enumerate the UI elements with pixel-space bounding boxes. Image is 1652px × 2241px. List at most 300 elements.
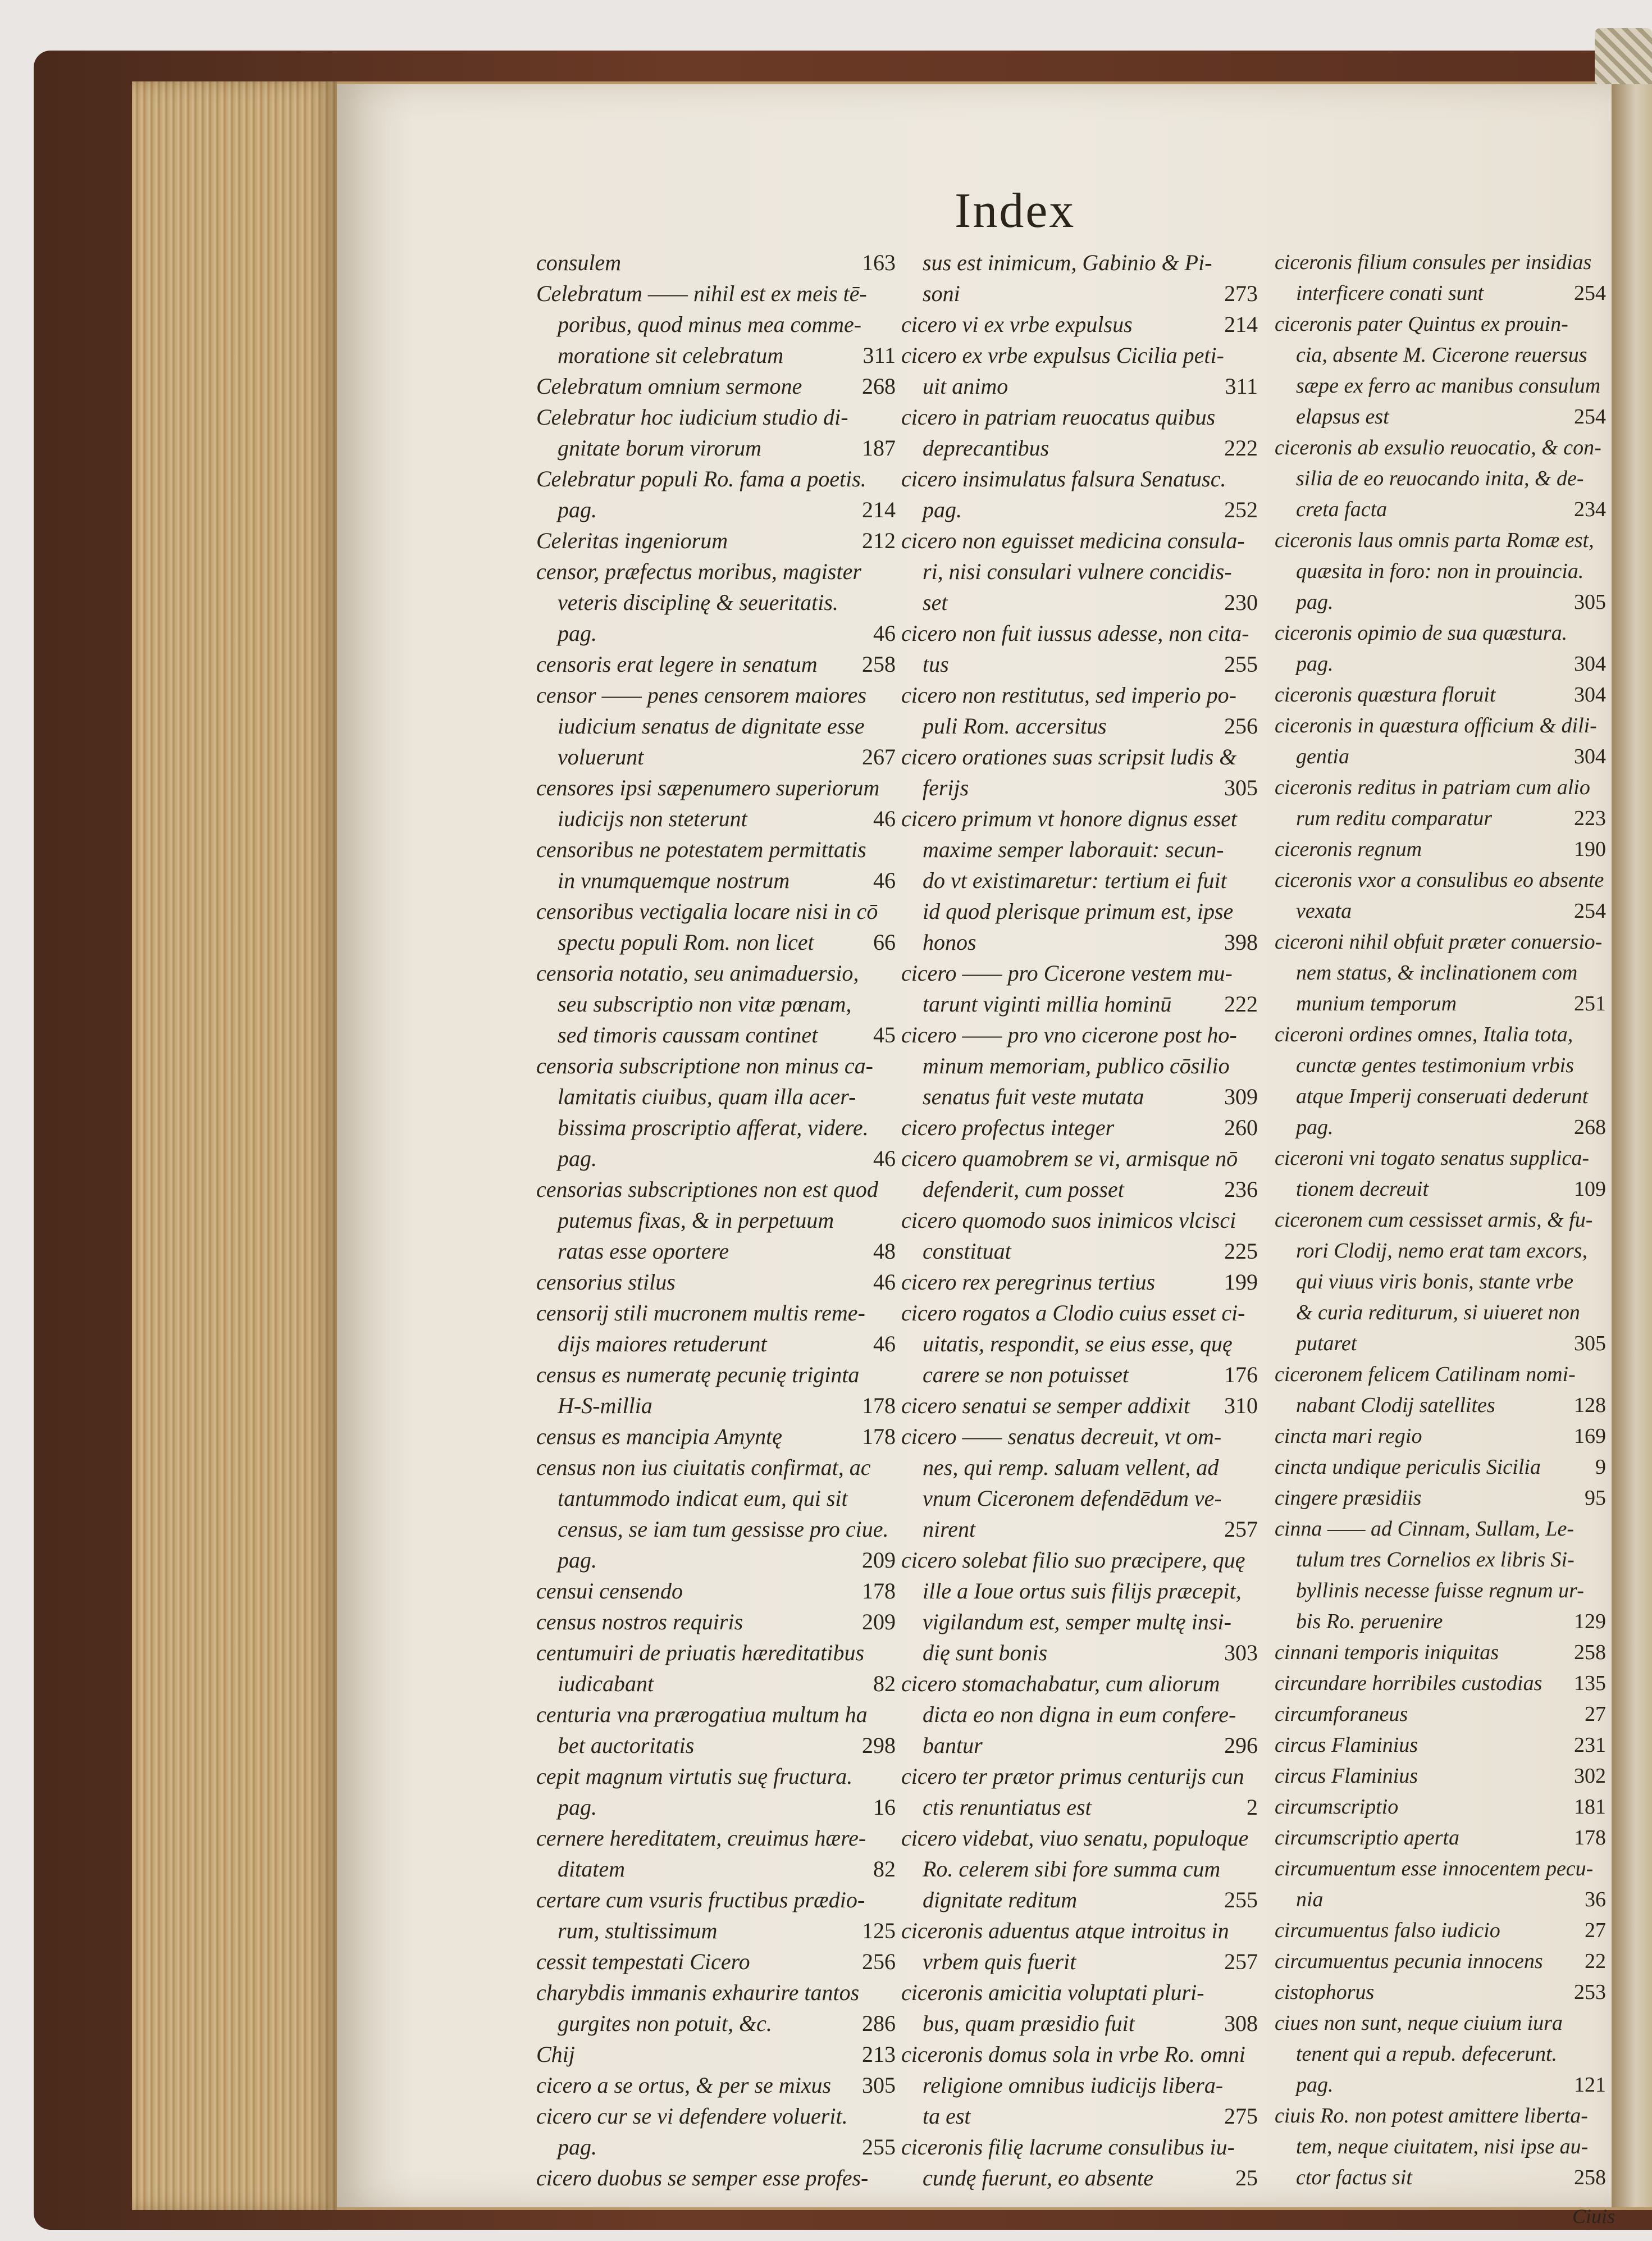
- index-entry-text: dignitate reditum: [923, 1887, 1078, 1912]
- index-entry: [536, 1267, 896, 1297]
- page-header: Index: [955, 184, 1076, 238]
- index-entry: [901, 1915, 1258, 1946]
- index-entry: [1275, 741, 1606, 772]
- index-entry-text: defenderit, cum posset: [923, 1177, 1124, 1202]
- index-entry: [901, 803, 1258, 834]
- index-entry: [901, 278, 1258, 309]
- index-entry: [536, 1174, 896, 1205]
- index-entry: [1275, 494, 1606, 525]
- index-entry-text: ciceronis regnum: [1275, 837, 1422, 861]
- index-page-number: 66: [873, 930, 896, 955]
- index-entry: [901, 618, 1258, 649]
- index-page-number: 286: [862, 2011, 896, 2036]
- index-entry-text: gnitate borum virorum: [558, 435, 761, 461]
- index-entry: [1275, 432, 1606, 463]
- index-entry-text: cicero rex peregrinus tertius: [901, 1269, 1156, 1295]
- index-entry: [536, 772, 896, 803]
- index-entry: [536, 1297, 896, 1328]
- index-entry-text: nes, qui remp. saluam vellent, ad: [923, 1455, 1219, 1480]
- index-entry: [901, 2008, 1258, 2039]
- index-entry: [536, 680, 896, 710]
- index-entry: [901, 1050, 1258, 1081]
- index-entry-text: moratione sit celebratum: [558, 343, 784, 368]
- index-entry-text: rum reditu comparatur: [1296, 807, 1493, 830]
- index-entry: [901, 1328, 1258, 1359]
- index-entry-text: cessit tempestati Cicero: [536, 1949, 750, 1974]
- index-entry-text: gentia: [1296, 745, 1349, 768]
- index-entry-text: tulum tres Cornelios ex libris Si-: [1296, 1548, 1575, 1572]
- index-entry-text: circus Flaminius: [1275, 1733, 1418, 1757]
- index-page-number: 275: [1224, 2103, 1258, 2129]
- index-entry: [901, 1359, 1258, 1390]
- index-entry: [536, 1915, 896, 1946]
- index-entry-text: spectu populi Rom. non licet: [558, 930, 814, 955]
- index-page-number: 214: [862, 497, 896, 522]
- index-entry: [536, 865, 896, 896]
- index-entry: [536, 525, 896, 556]
- index-entry: [536, 556, 896, 587]
- index-page-number: 181: [1574, 1795, 1606, 1819]
- index-entry-text: vexata: [1296, 899, 1352, 923]
- index-entry: [536, 1452, 896, 1483]
- index-entry-text: cernere hereditatem, creuimus hære-: [536, 1825, 866, 1851]
- index-entry: [536, 1236, 896, 1267]
- index-page-number: 305: [1224, 775, 1258, 800]
- index-entry-text: dię sunt bonis: [923, 1640, 1048, 1665]
- index-entry: [901, 1174, 1258, 1205]
- index-entry: [901, 1297, 1258, 1328]
- index-page-number: 254: [1574, 405, 1606, 429]
- index-page-number: 178: [1574, 1826, 1606, 1850]
- index-entry-text: tantummodo indicat eum, qui sit: [558, 1486, 848, 1511]
- index-entry: [901, 710, 1258, 741]
- index-page-number: 212: [862, 528, 896, 553]
- index-entry: [536, 247, 896, 278]
- index-entry: [1275, 2101, 1606, 2131]
- index-entry-text: censui censendo: [536, 1578, 683, 1604]
- index-entry: [536, 1514, 896, 1545]
- index-page-number: 258: [862, 652, 896, 677]
- index-entry: [901, 772, 1258, 803]
- index-entry: [536, 2070, 896, 2101]
- index-entry: [1275, 1174, 1606, 1205]
- index-entry: [901, 1390, 1258, 1421]
- index-entry: [1275, 1514, 1606, 1545]
- index-entry-text: tionem decreuit: [1296, 1177, 1429, 1201]
- index-entry-text: cunctæ gentes testimonium vrbis: [1296, 1054, 1574, 1077]
- index-entry-text: ciceronis reditus in patriam cum alio: [1275, 776, 1590, 799]
- index-entry: [1275, 772, 1606, 803]
- index-entry-text: minum memoriam, publico cōsilio: [923, 1053, 1230, 1078]
- index-entry: [1275, 803, 1606, 834]
- index-entry-text: iudicabant: [558, 1671, 654, 1696]
- index-entry: [536, 1761, 896, 1792]
- index-entry: [536, 494, 896, 525]
- index-entry: [536, 1421, 896, 1452]
- index-entry-text: certare cum vsuris fructibus prædio-: [536, 1887, 865, 1912]
- index-entry-text: censoria notatio, seu animaduersio,: [536, 960, 859, 986]
- index-entry: [901, 1421, 1258, 1452]
- index-entry-text: bis Ro. peruenire: [1296, 1610, 1443, 1633]
- index-entry-text: cinnani temporis iniquitas: [1275, 1641, 1499, 1664]
- index-page-number: 234: [1574, 498, 1606, 521]
- index-entry: [1275, 1359, 1606, 1390]
- index-entry-text: ciceronis laus omnis parta Romæ est,: [1275, 529, 1594, 552]
- index-entry-text: quæsita in foro: non in prouincia.: [1296, 559, 1584, 583]
- index-entry: [1275, 1236, 1606, 1267]
- index-entry-text: atque Imperij conseruati dederunt: [1296, 1085, 1589, 1108]
- index-entry: [1275, 587, 1606, 618]
- index-entry-text: uit animo: [923, 374, 1008, 399]
- index-page-number: 109: [1574, 1177, 1606, 1201]
- index-page-number: 187: [862, 435, 896, 461]
- index-entry: [901, 1946, 1258, 1977]
- index-page-number: 16: [873, 1794, 896, 1820]
- index-column-2: [901, 247, 1258, 2193]
- index-entry: [536, 1081, 896, 1112]
- index-entry-text: ferijs: [923, 775, 969, 800]
- index-entry: [536, 1575, 896, 1606]
- index-page-number: 222: [1224, 991, 1258, 1017]
- index-page-number: 255: [862, 2134, 896, 2160]
- index-entry-text: tarunt viginti millia hominū: [923, 991, 1172, 1017]
- index-page-number: 178: [862, 1578, 896, 1604]
- index-entry-text: pag.: [558, 1794, 597, 1820]
- index-page-number: 258: [1574, 1641, 1606, 1664]
- index-entry-text: Ro. celerem sibi fore summa cum: [923, 1856, 1221, 1882]
- index-entry: [1275, 1421, 1606, 1452]
- index-entry: [536, 1483, 896, 1514]
- index-entry-text: ri, nisi consulari vulnere concidis-: [923, 559, 1232, 584]
- index-entry: [536, 710, 896, 741]
- index-entry-text: pag.: [558, 1547, 597, 1573]
- index-entry: [1275, 1884, 1606, 1915]
- index-page-number: 255: [1224, 652, 1258, 677]
- index-entry-text: ciceronis aduentus atque introitus in: [901, 1918, 1229, 1943]
- index-page-number: 304: [1574, 745, 1606, 768]
- index-entry: [536, 463, 896, 494]
- index-entry-text: cicero profectus integer: [901, 1115, 1115, 1140]
- index-entry-text: censor —— penes censorem maiores: [536, 682, 867, 708]
- index-entry: [901, 1019, 1258, 1050]
- index-entry-text: charybdis immanis exhaurire tantos: [536, 1980, 860, 2005]
- index-entry-text: iudicijs non steterunt: [558, 806, 747, 831]
- index-entry-text: ctis renuntiatus est: [923, 1794, 1092, 1820]
- index-entry-text: cicero non restitutus, sed imperio po-: [901, 682, 1236, 708]
- index-page-number: 223: [1574, 807, 1606, 830]
- index-entry: [1275, 1853, 1606, 1884]
- index-entry-text: sed timoris caussam continet: [558, 1022, 818, 1047]
- index-entry: [536, 896, 896, 927]
- index-entry: [536, 1390, 896, 1421]
- index-entry: [901, 1236, 1258, 1267]
- index-entry: [536, 2101, 896, 2131]
- index-entry-text: nia: [1296, 1888, 1324, 1911]
- index-entry-text: circumscriptio aperta: [1275, 1826, 1459, 1850]
- index-entry-text: ciuis Ro. non potest amittere liberta-: [1275, 2104, 1588, 2128]
- index-entry-text: Celebratum omnium sermone: [536, 374, 802, 399]
- index-entry-text: Celebratur hoc iudicium studio di-: [536, 404, 848, 430]
- index-entry-text: veteris disciplinę & seueritatis.: [558, 590, 838, 615]
- index-entry-text: sæpe ex ferro ac manibus consulum: [1296, 374, 1601, 398]
- index-entry-text: vnum Ciceronem defendēdum ve-: [923, 1486, 1222, 1511]
- index-entry: [536, 1359, 896, 1390]
- index-entry: [1275, 1081, 1606, 1112]
- index-entry: [901, 402, 1258, 432]
- index-entry-text: cicero quomodo suos inimicos vlcisci: [901, 1208, 1236, 1233]
- index-page-number: 308: [1224, 2011, 1258, 2036]
- index-entry-text: honos: [923, 930, 976, 955]
- index-page-number: 22: [1585, 1950, 1606, 1973]
- index-page-number: 254: [1574, 281, 1606, 305]
- index-page-number: 82: [873, 1671, 896, 1696]
- index-page-number: 82: [873, 1856, 896, 1882]
- index-entry-text: poribus, quod minus mea comme-: [558, 312, 862, 337]
- index-page-number: 258: [1574, 2166, 1606, 2189]
- index-page-number: 256: [862, 1949, 896, 1974]
- index-page-number: 253: [1574, 1980, 1606, 2004]
- index-entry-text: census nostros requiris: [536, 1609, 743, 1634]
- index-entry: [1275, 463, 1606, 494]
- index-entry-text: in vnumquemque nostrum: [558, 868, 790, 893]
- index-entry: [901, 494, 1258, 525]
- index-entry: [1275, 649, 1606, 680]
- index-page-number: 303: [1224, 1640, 1258, 1665]
- index-entry: [901, 649, 1258, 680]
- index-page-number: 236: [1224, 1177, 1258, 1202]
- index-entry: [1275, 1575, 1606, 1606]
- index-entry: [1275, 1483, 1606, 1514]
- index-entry-text: censor, præfectus moribus, magister: [536, 559, 861, 584]
- index-page-number: 257: [1224, 1949, 1258, 1974]
- index-entry-text: gurgites non potuit, &c.: [558, 2011, 772, 2036]
- index-entry-text: nirent: [923, 1516, 976, 1542]
- index-entry: [536, 1823, 896, 1853]
- index-entry-text: pag.: [558, 2134, 597, 2160]
- index-entry: [536, 834, 896, 865]
- index-entry-text: censoribus vectigalia locare nisi in cō: [536, 899, 878, 924]
- index-entry-text: cingere præsidiis: [1275, 1486, 1422, 1510]
- index-entry-text: tenent qui a repub. defecerunt.: [1296, 2042, 1558, 2066]
- index-entry: [901, 1452, 1258, 1483]
- index-entry-text: cicero in patriam reuocatus quibus: [901, 404, 1216, 430]
- index-page-number: 199: [1224, 1269, 1258, 1295]
- index-entry-text: rum, stultissimum: [558, 1918, 718, 1943]
- index-page-number: 46: [873, 868, 896, 893]
- index-entry-text: ciceronis quæstura floruit: [1275, 683, 1496, 707]
- index-entry: [901, 371, 1258, 402]
- index-entry-text: pag.: [1296, 1115, 1334, 1139]
- index-entry-text: censores ipsi sæpenumero superiorum: [536, 775, 880, 800]
- index-entry: [1275, 1699, 1606, 1730]
- index-page-number: 9: [1595, 1455, 1606, 1479]
- index-entry: [536, 402, 896, 432]
- index-entry: [536, 1699, 896, 1730]
- index-entry-text: cincta mari regio: [1275, 1424, 1422, 1448]
- index-entry-text: cicero rogatos a Clodio cuius esset ci-: [901, 1300, 1245, 1326]
- index-page-number: 46: [873, 1269, 896, 1295]
- index-entry: [901, 865, 1258, 896]
- index-entry: [1275, 1019, 1606, 1050]
- index-entry-text: elapsus est: [1296, 405, 1389, 429]
- index-page-number: 209: [862, 1547, 896, 1573]
- index-page-number: 46: [873, 1146, 896, 1171]
- index-entry: [1275, 1267, 1606, 1297]
- index-entry: [1275, 309, 1606, 340]
- index-entry-text: consulem: [536, 250, 622, 275]
- index-page-number: 304: [1574, 683, 1606, 707]
- index-entry-text: religione omnibus iudicijs libera-: [923, 2073, 1224, 2098]
- index-entry-text: circumforaneus: [1275, 1702, 1408, 1726]
- index-page-number: 304: [1574, 652, 1606, 676]
- index-page-number: 95: [1585, 1486, 1606, 1510]
- index-entry: [536, 309, 896, 340]
- index-entry: [536, 1545, 896, 1575]
- index-entry-text: cicero cur se vi defendere voluerit.: [536, 2103, 848, 2129]
- index-entry: [901, 1483, 1258, 1514]
- index-entry: [536, 278, 896, 309]
- index-entry: [536, 1050, 896, 1081]
- index-entry: [1275, 278, 1606, 309]
- index-entry: [1275, 1112, 1606, 1143]
- index-page-number: 251: [1574, 992, 1606, 1015]
- index-page-number: 2: [1247, 1794, 1258, 1820]
- index-column-3: [1275, 247, 1606, 2193]
- index-entry-text: ciceronis filium consules per insidias: [1275, 250, 1592, 274]
- index-entry-text: census non ius ciuitatis confirmat, ac: [536, 1455, 871, 1480]
- index-page-number: 214: [1224, 312, 1258, 337]
- index-entry: [536, 1019, 896, 1050]
- index-entry: [536, 649, 896, 680]
- index-page-number: 176: [1224, 1362, 1258, 1387]
- index-entry: [1275, 2039, 1606, 2070]
- index-entry: [1275, 680, 1606, 710]
- index-entry: [901, 834, 1258, 865]
- index-entry: [1275, 1328, 1606, 1359]
- index-entry: [901, 587, 1258, 618]
- index-entry-text: dijs maiores retuderunt: [558, 1331, 767, 1356]
- index-entry-text: pag.: [558, 1146, 597, 1171]
- index-page-number: 267: [862, 744, 896, 769]
- index-entry: [1275, 1915, 1606, 1946]
- index-page-number: 125: [862, 1918, 896, 1943]
- index-entry: [536, 2039, 896, 2070]
- index-entry-text: vigilandum est, semper multę insi-: [923, 1609, 1231, 1634]
- index-entry-text: cicero solebat filio suo præcipere, quę: [901, 1547, 1245, 1573]
- index-entry: [1275, 1823, 1606, 1853]
- index-entry: [901, 1267, 1258, 1297]
- index-entry-text: & curia rediturum, si uiueret non: [1296, 1301, 1580, 1324]
- index-page-number: 257: [1224, 1516, 1258, 1542]
- index-entry-text: cia, absente M. Cicerone reuersus: [1296, 343, 1587, 367]
- index-page-number: 231: [1574, 1733, 1606, 1757]
- index-entry-text: census es mancipia Amyntę: [536, 1424, 783, 1449]
- index-entry: [536, 1143, 896, 1174]
- index-entry-text: ditatem: [558, 1856, 625, 1882]
- index-entry: [901, 1823, 1258, 1853]
- index-entry: [1275, 834, 1606, 865]
- index-entry-text: centuria vna prærogatiua multum ha: [536, 1702, 868, 1727]
- index-entry: [1275, 1297, 1606, 1328]
- index-entry: [1275, 1730, 1606, 1761]
- index-entry: [901, 1205, 1258, 1236]
- index-entry-text: ctor factus sit: [1296, 2166, 1412, 2189]
- index-entry-text: ciceronis domus sola in vrbe Ro. omni: [901, 2042, 1245, 2067]
- index-entry-text: interficere conati sunt: [1296, 281, 1484, 305]
- index-entry-text: creta facta: [1296, 498, 1388, 521]
- index-entry: [536, 989, 896, 1019]
- index-page-number: 311: [862, 343, 896, 368]
- index-entry: [1275, 525, 1606, 556]
- index-entry: [536, 1792, 896, 1823]
- index-entry: [901, 432, 1258, 463]
- index-entry: [1275, 2162, 1606, 2193]
- index-entry: [901, 2101, 1258, 2131]
- index-entry: [1275, 1668, 1606, 1699]
- index-entry-text: pag.: [1296, 652, 1334, 676]
- index-entry-text: ciceronis amicitia voluptati pluri-: [901, 1980, 1204, 2005]
- index-entry: [1275, 1946, 1606, 1977]
- index-entry-text: cicero quamobrem se vi, armisque nō: [901, 1146, 1238, 1171]
- index-page-number: 46: [873, 806, 896, 831]
- index-entry: [901, 989, 1258, 1019]
- index-entry-text: cistophorus: [1275, 1980, 1375, 2004]
- index-page-number: 296: [1224, 1733, 1258, 1758]
- index-entry: [536, 2131, 896, 2162]
- index-entry-text: cicero duobus se semper esse profes-: [536, 2165, 869, 2190]
- index-entry-text: ratas esse oportere: [558, 1238, 729, 1264]
- index-page-number: 398: [1224, 930, 1258, 955]
- index-entry-text: maxime semper laborauit: secun-: [923, 837, 1224, 862]
- index-entry-text: iudicium senatus de dignitate esse: [558, 713, 865, 739]
- index-entry: [1275, 1606, 1606, 1637]
- index-entry: [901, 1081, 1258, 1112]
- index-entry: [536, 1977, 896, 2008]
- index-entry-text: putaret: [1296, 1332, 1357, 1355]
- index-entry-text: bus, quam præsidio fuit: [923, 2011, 1135, 2036]
- index-entry-text: cicero a se ortus, & per se mixus: [536, 2073, 832, 2098]
- index-entry-text: cicero non eguisset medicina consula-: [901, 528, 1245, 553]
- index-entry-text: dicta eo non digna in eum confere-: [923, 1702, 1236, 1727]
- index-entry-text: munium temporum: [1296, 992, 1457, 1015]
- index-page-number: 230: [1224, 590, 1258, 615]
- index-entry-text: cicero orationes suas scripsit ludis &: [901, 744, 1237, 769]
- index-page-number: 48: [873, 1238, 896, 1264]
- index-entry: [1275, 1545, 1606, 1575]
- index-entry: [536, 927, 896, 958]
- index-entry: [901, 1792, 1258, 1823]
- index-entry-text: Celeritas ingeniorum: [536, 528, 728, 553]
- index-entry: [901, 463, 1258, 494]
- index-entry-text: nem status, & inclinationem com: [1296, 961, 1578, 985]
- index-entry: [901, 2070, 1258, 2101]
- index-entry-text: centumuiri de priuatis hæreditatibus: [536, 1640, 865, 1665]
- index-entry-text: cicero —— pro vno cicerone post ho-: [901, 1022, 1237, 1047]
- index-entry-text: ciceronem cum cessisset armis, & fu-: [1275, 1208, 1593, 1232]
- index-entry: [901, 1699, 1258, 1730]
- index-entry: [536, 618, 896, 649]
- index-entry-text: cicero senatui se semper addixit: [901, 1393, 1190, 1418]
- page-edges: [132, 81, 337, 2210]
- index-entry: [536, 1112, 896, 1143]
- index-entry-text: censoribus ne potestatem permittatis: [536, 837, 866, 862]
- index-entry: [901, 2131, 1258, 2162]
- index-entry-text: pag.: [558, 621, 597, 646]
- index-entry-text: Chij: [536, 2042, 575, 2067]
- index-entry-text: cicero stomachabatur, cum aliorum: [901, 1671, 1220, 1696]
- index-entry-text: census, se iam tum gessisse pro ciue.: [558, 1516, 889, 1542]
- index-entry: [901, 525, 1258, 556]
